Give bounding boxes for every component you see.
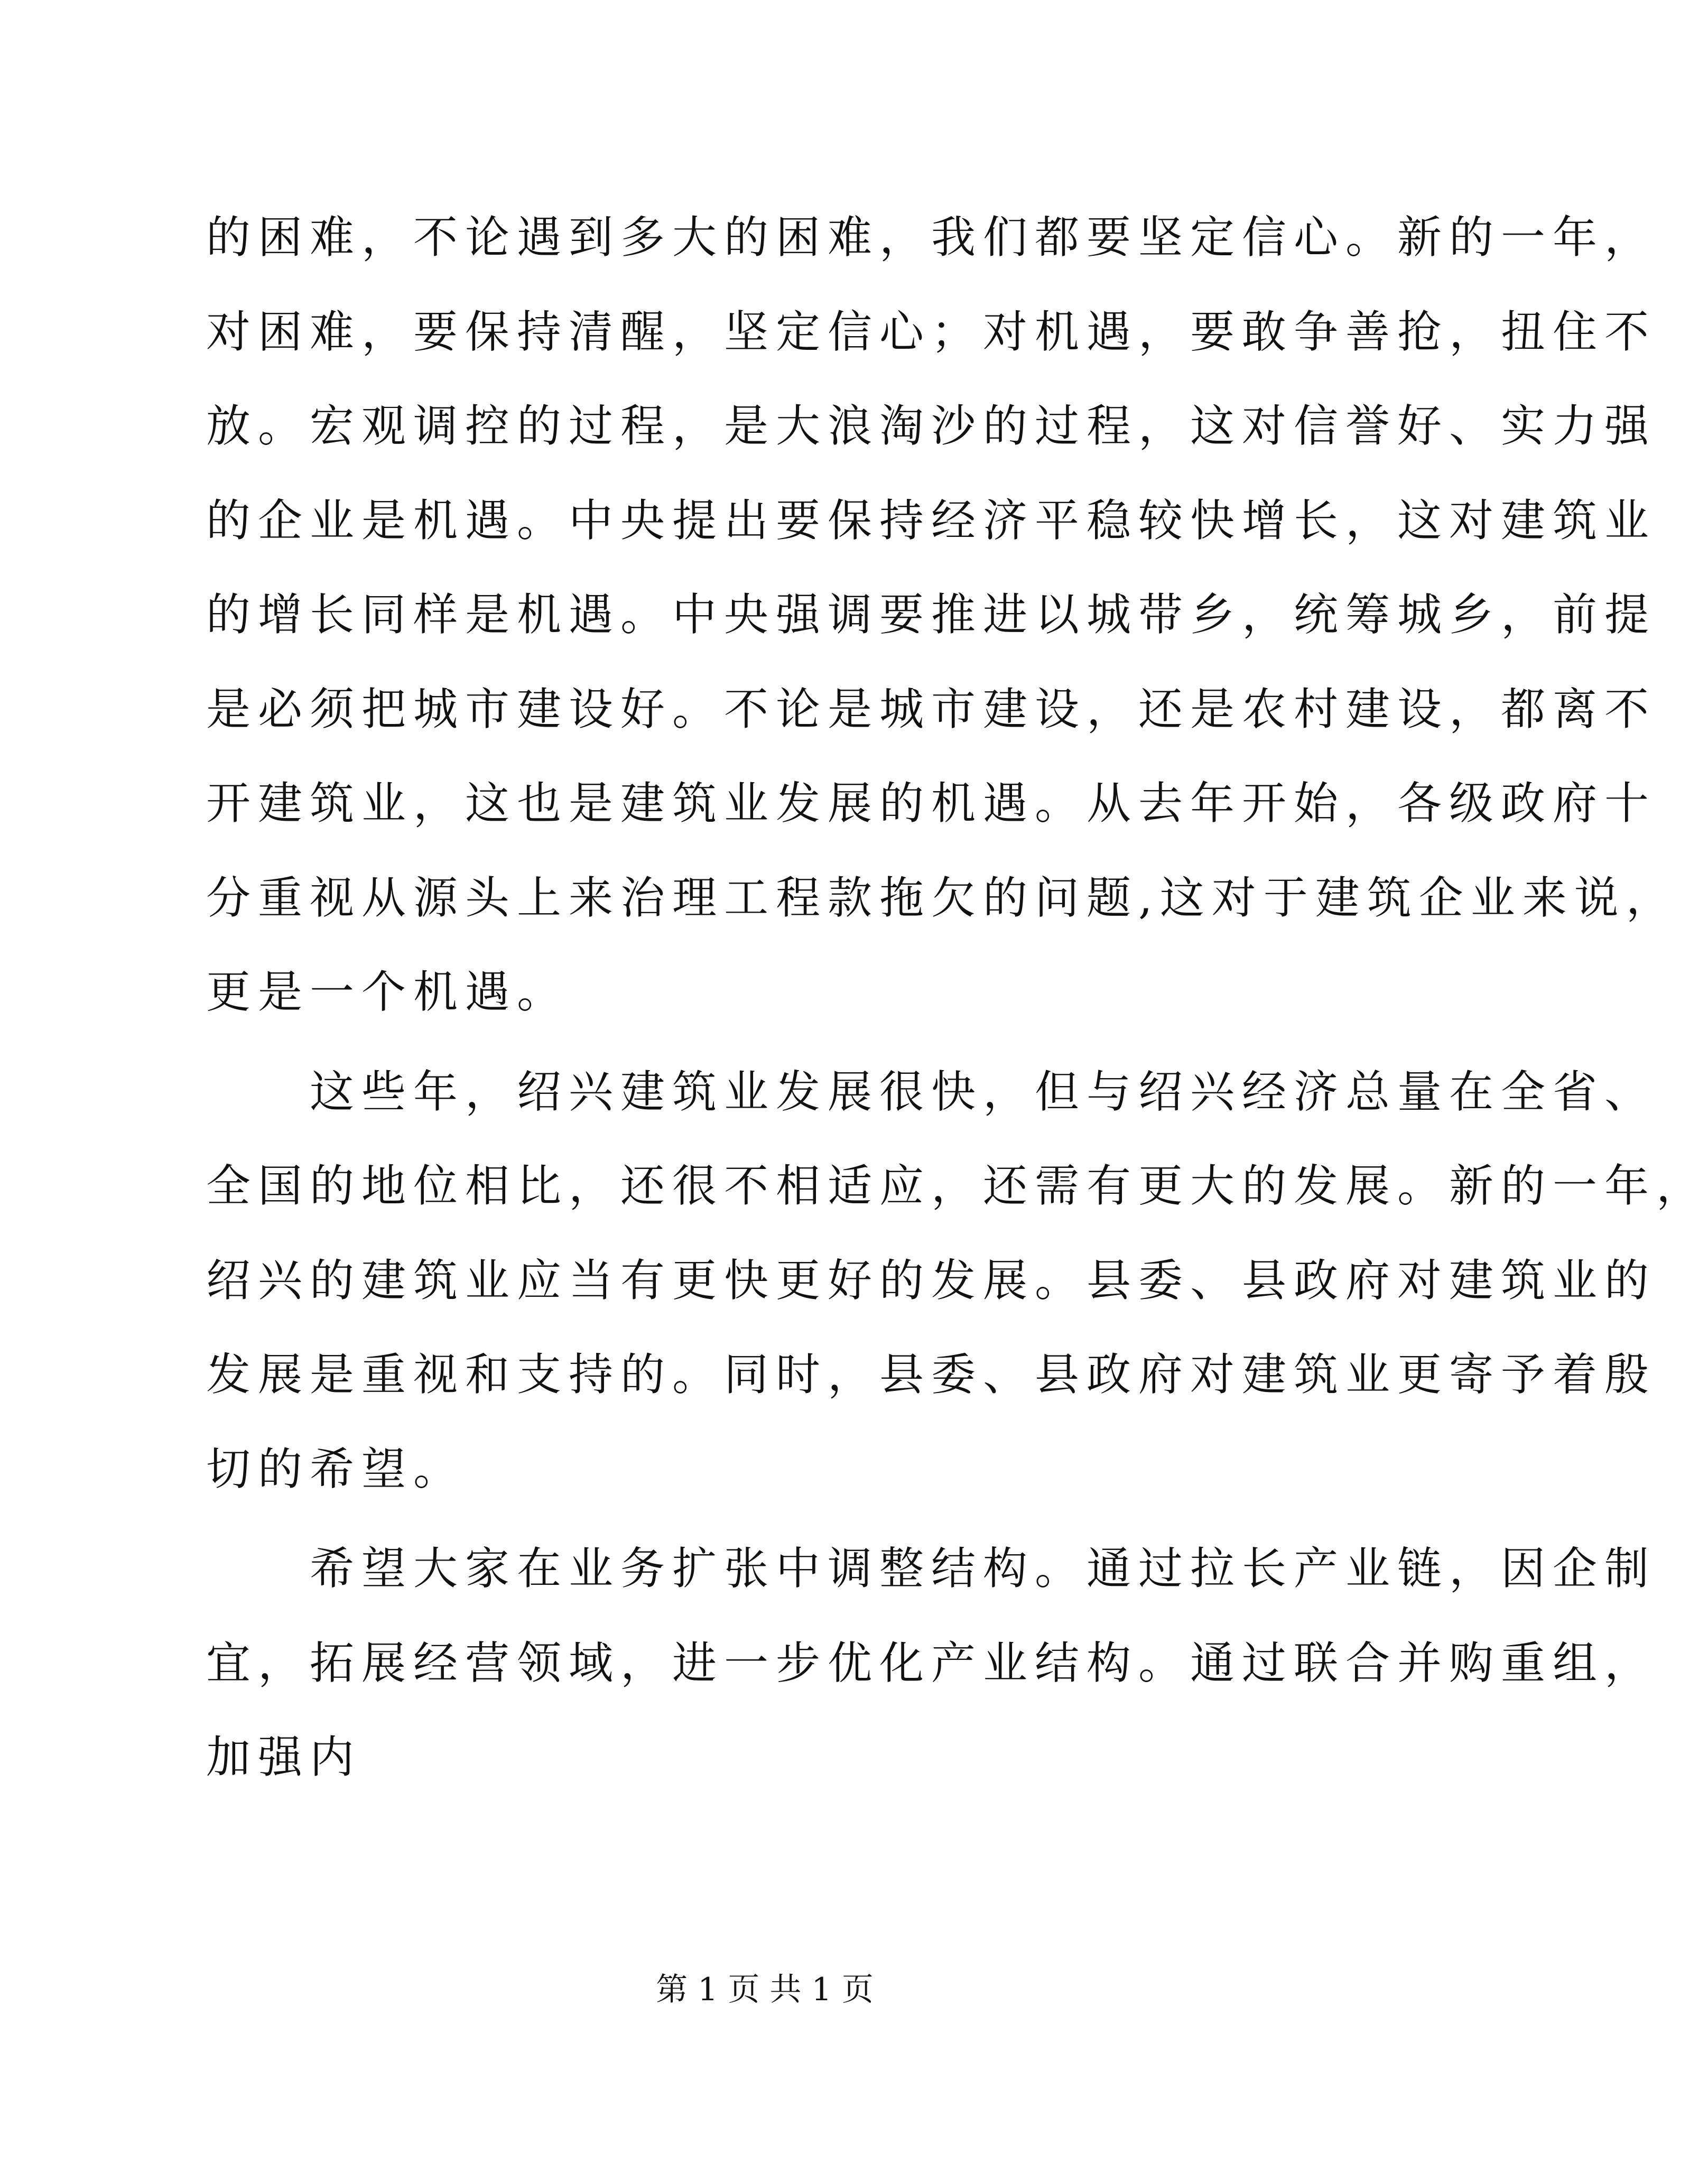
text-line: 更是一个机遇。 — [206, 966, 569, 1018]
paragraph-gap — [206, 1516, 1332, 1521]
text-line: 切的希望。 — [206, 1443, 466, 1495]
text-line: 的增长同样是机遇。中央强调要推进以城带乡，统筹城乡，前提 — [206, 589, 1657, 640]
text-line: 宜，拓展经营领域，进一步优化产业结构。通过联合并购重组， — [206, 1637, 1657, 1689]
text-line: 发展是重视和支持的。同时，县委、县政府对建筑业更寄予着殷 — [206, 1349, 1657, 1400]
page-number-footer: 第 1 页 共 1 页 — [656, 1971, 874, 2008]
paragraph — [206, 1045, 1708, 1517]
text-line: 希望大家在业务扩张中调整结构。通过拉长产业链，因企制 — [206, 1543, 1657, 1594]
paragraph — [206, 190, 1678, 1039]
text-line: 绍兴的建筑业应当有更快更好的发展。县委、县政府对建筑业的 — [206, 1254, 1657, 1306]
body-text — [206, 190, 1708, 1805]
paragraph — [206, 1521, 1657, 1805]
text-line: 的困难，不论遇到多大的困难，我们都要坚定信心。新的一年， — [206, 211, 1657, 263]
text-line: 这些年，绍兴建筑业发展很快，但与绍兴经济总量在全省、 — [206, 1065, 1657, 1118]
text-line: 开建筑业，这也是建筑业发展的机遇。从去年开始，各级政府十 — [206, 777, 1657, 829]
text-line: 放。宏观调控的过程，是大浪淘沙的过程，这对信誉好、实力强 — [206, 400, 1657, 452]
text-line: 是必须把城市建设好。不论是城市建设，还是农村建设，都离不 — [206, 683, 1657, 735]
text-line: 对困难，要保持清醒，坚定信心；对机遇，要敢争善抢，扭住不 — [206, 305, 1657, 358]
text-line: 分重视从源头上来治理工程款拖欠的问题,这对于建筑企业来说， — [206, 871, 1678, 924]
text-line: 加强内 — [206, 1731, 362, 1783]
paragraph-gap — [206, 1039, 1332, 1045]
text-line: 的企业是机遇。中央提出要保持经济平稳较快增长，这对建筑业 — [206, 494, 1657, 546]
text-line: 全国的地位相比，还很不相适应，还需有更大的发展。新的一年， — [206, 1160, 1708, 1212]
